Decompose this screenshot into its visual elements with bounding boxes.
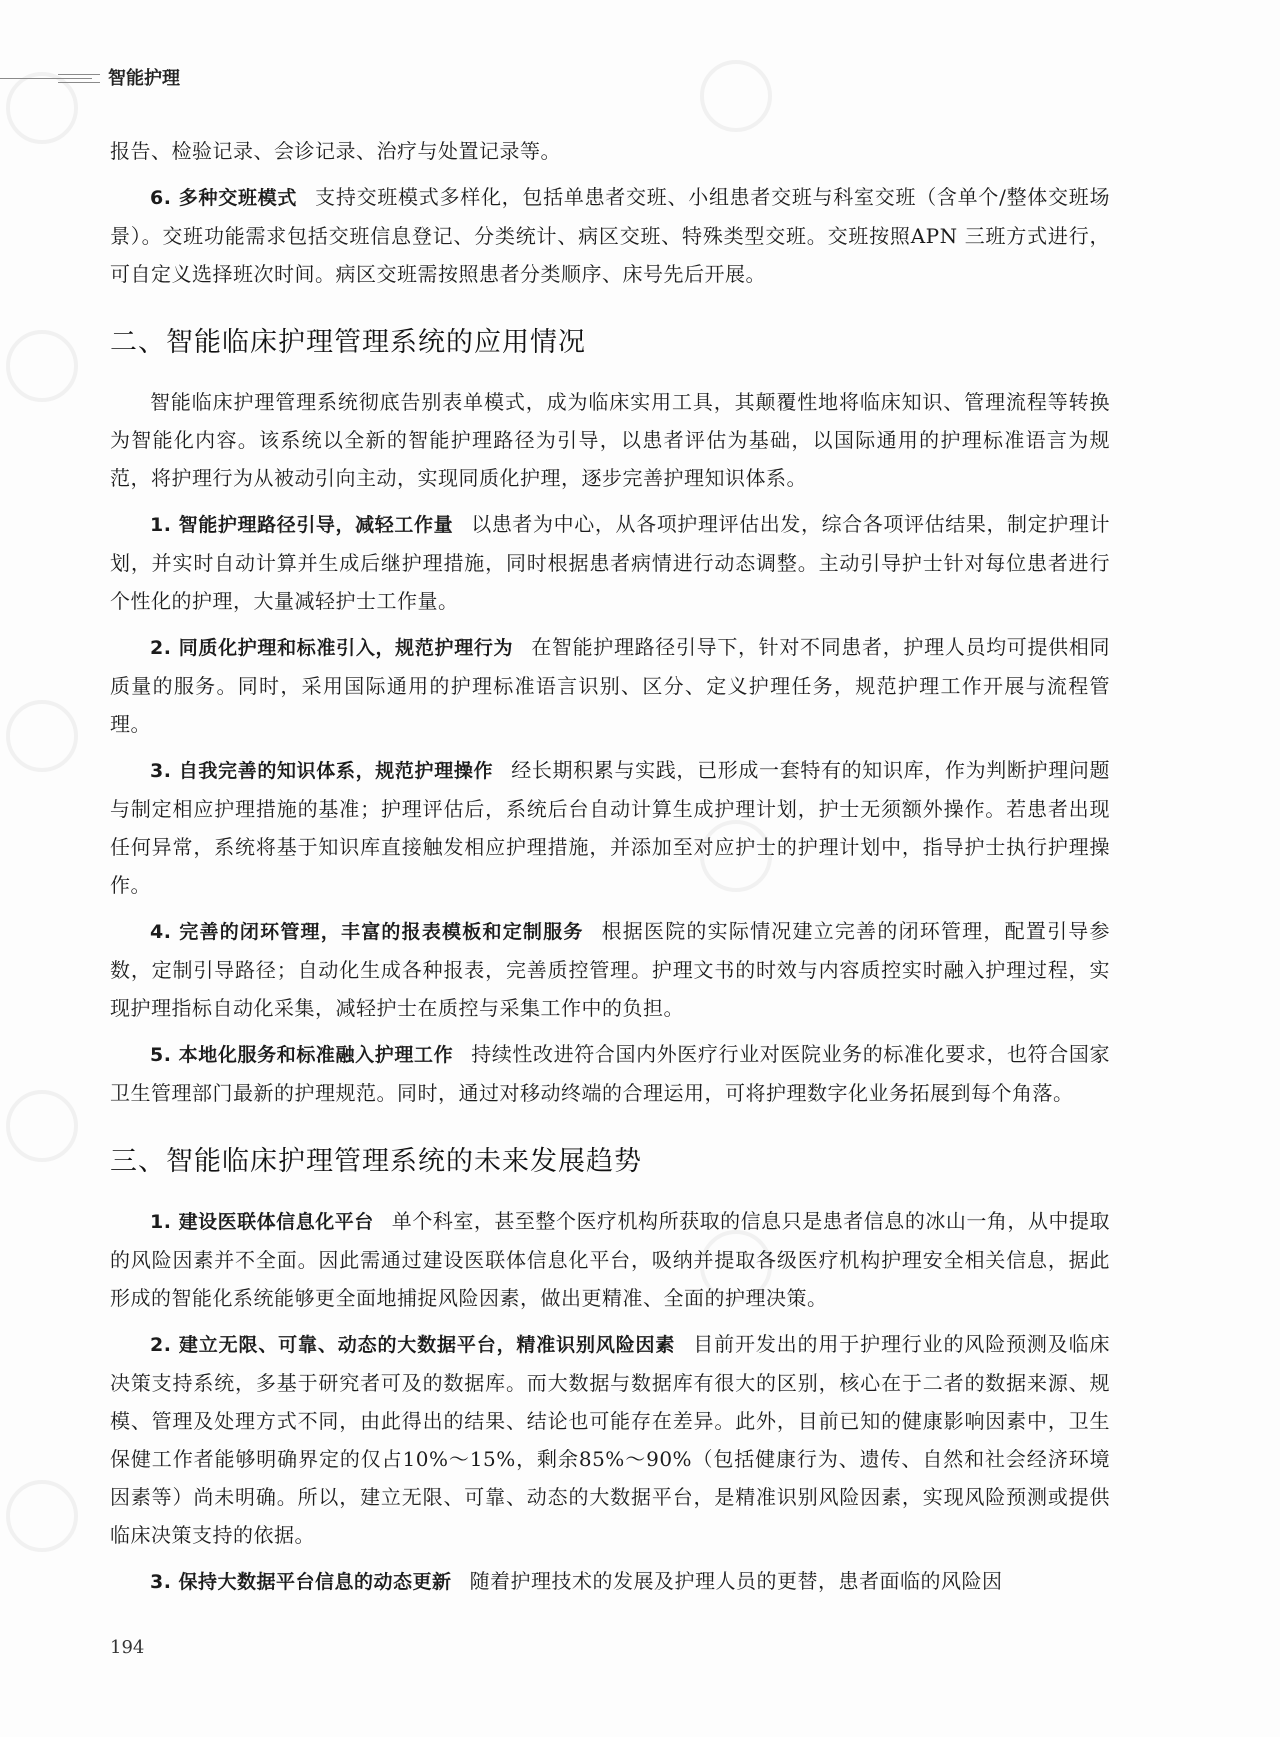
header-rule (58, 74, 100, 75)
item-heading: 3. 自我完善的知识体系，规范护理操作 (150, 760, 494, 782)
item-text: 目前开发出的用于护理行业的风险预测及临床决策支持系统，多基于研究者可及的数据库。而大数据与数据库有很大的区别，核心在于二者的数据来源、规模、管理及处理方式不同，由此得出的结果、结论也可能存在差异。此外，目前已知的健康影响因素中，卫生保健工作者能够明确界定的仅占10%～15%，剩余85%～90%（包括健康行为、遗传、自然和社会经济环境因素等）尚未明确。所以，建立无限、可靠、动态的大数据平台，是精准识别风险因素，实现风险预测或提供临床决策支持的依据。 (110, 1332, 1110, 1547)
paragraph (110, 1562, 1110, 1601)
paragraph: 智能临床护理管理系统彻底告别表单模式，成为临床实用工具，其颠覆性地将临床知识、管理流程等转换为智能化内容。该系统以全新的智能护理路径为引导，以患者评估为基础，以国际通用的护理标准语言为规范，将护理行为从被动引向主动，实现同质化护理，逐步完善护理知识体系。 (110, 390, 1110, 490)
watermark-logo-icon (6, 1480, 78, 1552)
item-text: 支持交班模式多样化，包括单患者交班、小组患者交班与科室交班（含单个/整体交班场景）。交班功能需求包括交班信息登记、分类统计、病区交班、特殊类型交班。交班按照APN 三班方式进行，可自定义选择班次时间。病区交班需按照患者分类顺序、床号先后开展。 (110, 185, 1110, 286)
item-heading: 2. 建立无限、可靠、动态的大数据平台，精准识别风险因素 (150, 1334, 676, 1356)
item-text: 以患者为中心，从各项护理评估出发，综合各项评估结果，制定护理计划，并实时自动计算并生成后继护理措施，同时根据患者病情进行动态调整。主动引导护士针对每位患者进行个性化的护理，大量减轻护士工作量。 (110, 512, 1110, 613)
watermark-logo-icon (6, 1090, 78, 1162)
paragraph (110, 1202, 1110, 1317)
running-title: 智能护理 (108, 68, 180, 89)
paragraph (110, 751, 1110, 904)
section-heading: 三、智能临床护理管理系统的未来发展趋势 (110, 1146, 642, 1177)
watermark-logo-icon (700, 60, 772, 132)
item-text: 在智能护理路径引导下，针对不同患者，护理人员均可提供相同质量的服务。同时，采用国际通用的护理标准语言识别、区分、定义护理任务，规范护理工作开展与流程管理。 (110, 635, 1110, 736)
item-heading: 5. 本地化服务和标准融入护理工作 (150, 1044, 454, 1066)
paragraph (110, 1325, 1110, 1554)
item-heading: 2. 同质化护理和标准引入，规范护理行为 (150, 637, 514, 659)
running-header (0, 58, 420, 98)
item-text: 经长期积累与实践，已形成一套特有的知识库，作为判断护理问题与制定相应护理措施的基准；护理评估后，系统后台自动计算生成护理计划，护士无须额外操作。若患者出现任何异常，系统将基于知识库直接触发相应护理措施，并添加至对应护士的护理计划中，指导护士执行护理操作。 (110, 758, 1111, 897)
item-text: 单个科室，甚至整个医疗机构所获取的信息只是患者信息的冰山一角，从中提取的风险因素并不全面。因此需通过建设医联体信息化平台，吸纳并提取各级医疗机构护理安全相关信息，据此形成的智能化系统能够更全面地捕捉风险因素，做出更精准、全面的护理决策。 (110, 1209, 1111, 1310)
watermark-logo-icon (6, 330, 78, 402)
paragraph (110, 505, 1110, 620)
page-number: 194 (110, 1637, 145, 1658)
item-heading: 4. 完善的闭环管理，丰富的报表模板和定制服务 (150, 921, 584, 943)
section-heading: 二、智能临床护理管理系统的应用情况 (110, 327, 586, 358)
item-heading: 6. 多种交班模式 (150, 187, 298, 209)
paragraph (110, 1035, 1110, 1112)
paragraph (110, 178, 1110, 293)
watermark-logo-icon (6, 700, 78, 772)
main-content (110, 132, 1110, 1609)
paragraph (110, 912, 1110, 1027)
paragraph: 报告、检验记录、会诊记录、治疗与处置记录等。 (110, 139, 561, 163)
item-heading: 1. 建设医联体信息化平台 (150, 1211, 374, 1233)
item-text: 根据医院的实际情况建立完善的闭环管理，配置引导参数，定制引导路径；自动化生成各种报表，完善质控管理。护理文书的时效与内容质控实时融入护理过程，实现护理指标自动化采集，减轻护士在质控与采集工作中的负担。 (110, 919, 1110, 1020)
paragraph (110, 628, 1110, 743)
header-rule (0, 78, 92, 79)
item-text: 随着护理技术的发展及护理人员的更替，患者面临的风险因 (469, 1569, 1003, 1593)
item-heading: 1. 智能护理路径引导，减轻工作量 (150, 514, 454, 536)
item-text: 持续性改进符合国内外医疗行业对医院业务的标准化要求，也符合国家卫生管理部门最新的护理规范。同时，通过对移动终端的合理运用，可将护理数字化业务拓展到每个角落。 (110, 1042, 1110, 1105)
header-rule (58, 82, 100, 83)
item-heading: 3. 保持大数据平台信息的动态更新 (150, 1571, 452, 1593)
